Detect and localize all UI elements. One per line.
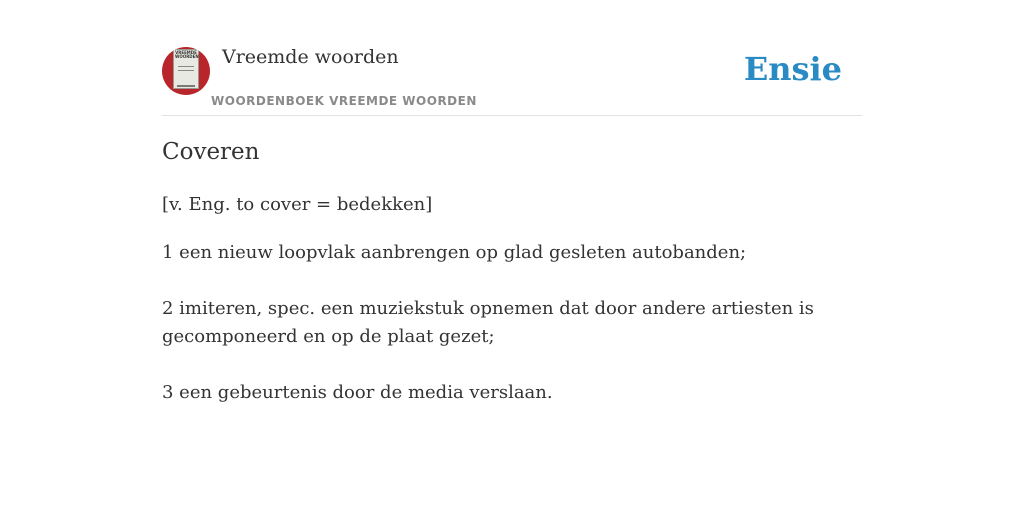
- source-subtitle: WOORDENBOEK VREEMDE WOORDEN: [211, 94, 477, 108]
- entry-card: [162, 0, 862, 512]
- source-avatar[interactable]: [162, 47, 210, 95]
- book-cover-icon: [173, 49, 199, 89]
- book-cover-footer: [177, 85, 195, 87]
- entry-etymology: [v. Eng. to cover = bedekken]: [162, 194, 433, 215]
- book-cover-line: [178, 70, 194, 71]
- definition-list: [162, 239, 822, 435]
- entry-header: [162, 0, 862, 116]
- entry-title: Coveren: [162, 139, 260, 165]
- definition-item: 1 een nieuw loopvlak aanbrengen op glad gesleten autobanden;: [162, 242, 747, 263]
- definition-item: 3 een gebeurtenis door de media verslaan.: [162, 382, 553, 403]
- definition-item: 2 imiteren, spec. een muziekstuk opnemen dat door andere artiesten is gecomponeerd en op de plaat gezet;: [162, 298, 814, 347]
- book-cover-line: [178, 66, 194, 67]
- brand-logo[interactable]: Ensie: [743, 50, 842, 88]
- book-cover-title: VREEMDE WOORDEN: [175, 50, 199, 59]
- source-title[interactable]: Vreemde woorden: [222, 46, 399, 68]
